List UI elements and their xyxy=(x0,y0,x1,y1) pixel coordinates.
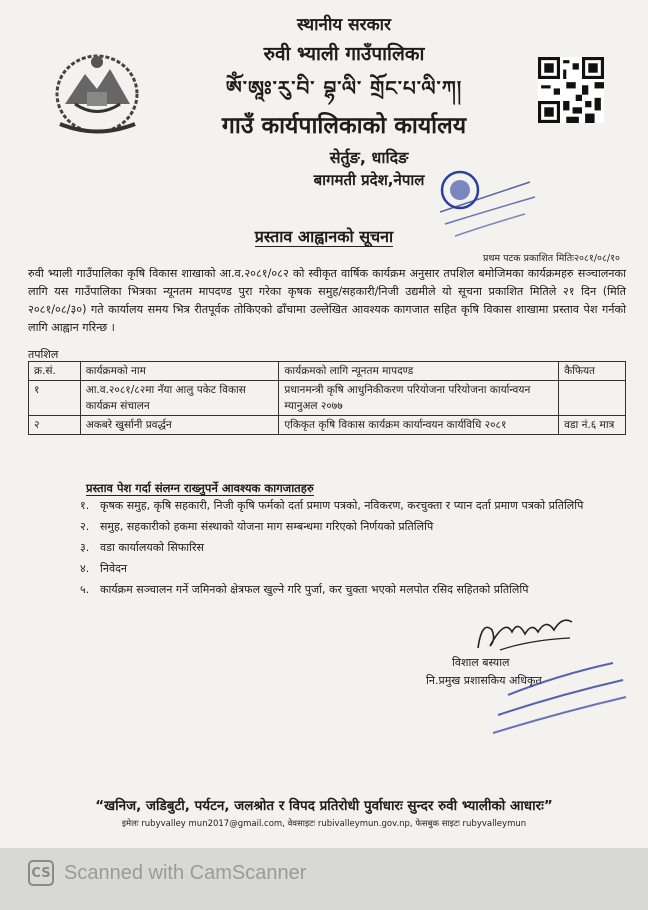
cell-remarks xyxy=(559,381,626,416)
list-item-number: २. xyxy=(80,520,90,533)
details-label: तपशिल xyxy=(28,348,59,361)
cell-serial: १ xyxy=(29,381,81,416)
list-item-text: वडा कार्यालयको सिफारिस xyxy=(100,541,204,554)
required-documents-heading: प्रस्ताव पेश गर्दा संलग्न राख्नुपर्ने आवश्यक कागजातहरु xyxy=(86,481,314,495)
header-tibetan-name: ༀ་ཨཱཿ་རུ་བི་ བྷ་ལི་ གྲོང་པ་ལི་ཀ། xyxy=(225,76,463,100)
camscanner-logo: CS xyxy=(28,860,54,886)
list-item xyxy=(80,518,626,536)
cell-criteria: प्रधानमन्त्री कृषि आधुनिकीकरण परियोजना परियोजना कार्यान्वयन म्यानुअल २०७७ xyxy=(279,381,559,416)
table-row xyxy=(29,381,626,416)
cell-program-name: आ.व.२०८१/८२मा नँया आलु पकेट विकास कार्यक्रम संचालन xyxy=(80,381,279,416)
handwritten-signature xyxy=(470,610,580,655)
header-office-name: गाउँ कार्यपालिकाको कार्यालय xyxy=(221,113,467,139)
signatory-title: नि.प्रमुख प्रशासकिय अधिकृत xyxy=(426,674,542,687)
notice-body-paragraph: रुवी भ्याली गाउँपालिका कृषि विकास शाखाको आ.व.२०८१/०८२ को स्वीकृत वार्षिक कार्यक्रम अनुसार तपशिल बमोजिमका कार्यक्रमहरु सञ्चालनका लागि यस गाउँपालिका भित्रका न्यूनतम मापदण्ड पुरा गरेका कृषक समुह/सहकारी/निजी उद्यमीले यो सूचना प्रकाशित मितिले २१ दिन (मिति २०८१/०८/३०) गते कार्यालय समय भित्र रीतपूर्वक तोकिएको ढाँचामा उल्लेखित आवश्यक कागजात सहित कृषि विकास शाखामा प्रस्ताव पेश गर्नको लागि आह्वान गरिन्छ । xyxy=(28,267,626,334)
list-item xyxy=(80,560,626,578)
camscanner-watermark xyxy=(28,860,306,886)
column-header-serial: क्र.सं. xyxy=(29,362,81,381)
cell-program-name: अकबरे खुर्सानी प्रवर्द्धन xyxy=(80,416,279,435)
list-item-number: ४. xyxy=(80,562,90,575)
list-item xyxy=(80,539,626,557)
header-municipality-name: रुवी भ्याली गाउँपालिका xyxy=(263,43,425,65)
column-header-remarks: कैफियत xyxy=(559,362,626,381)
cell-serial: २ xyxy=(29,416,81,435)
table-header-row xyxy=(29,362,626,381)
list-item-text: कृषक समुह, कृषि सहकारी, निजी कृषि फर्मको दर्ता प्रमाण पत्रको, नविकरण, करचुक्ता र प्यान दर्ता प्रमाण पत्रको प्रतिलिपि xyxy=(100,499,584,512)
footer-contact-info: इमेलः rubyvalley mun2017@gmail.com, वेवसाइटः rubivalleymun.gov.np, फेसबुक साइटः rubyvalleymun xyxy=(121,819,527,829)
header-province: बागमती प्रदेश,नेपाल xyxy=(313,171,425,189)
column-header-criteria: कार्यक्रमको लागि न्यूनतम मापदण्ड xyxy=(279,362,559,381)
list-item-number: ५. xyxy=(80,583,90,596)
publish-date: प्रथम पटक प्रकाशित मितिः२०८१/०८/१० xyxy=(482,253,620,264)
cell-criteria: एकिकृत कृषि विकास कार्यक्रम कार्यान्वयन कार्यविधि २०८१ xyxy=(279,416,559,435)
list-item xyxy=(80,497,626,515)
footer-motto: “खनिज, जडिबुटी, पर्यटन, जलश्रोत र विपद प्रतिरोधी पुर्वाधारः सुन्दर रुवी भ्यालीको आधारः” xyxy=(95,798,553,814)
table-row xyxy=(29,416,626,435)
list-item xyxy=(80,581,626,599)
list-item-text: कार्यक्रम सञ्चालन गर्ने जमिनको क्षेत्रफल खुल्ने गरि पुर्जा, कर चुक्ता भएको मलपोत रसिद सहितको प्रतिलिपि xyxy=(100,583,529,596)
header-location: सेर्तुङ, धादिङ xyxy=(329,148,409,167)
column-header-program-name: कार्यक्रमको नाम xyxy=(80,362,279,381)
notice-title: प्रस्ताव आह्वानको सूचना xyxy=(254,227,394,246)
list-item-text: समुह, सहकारीको हकमा संस्थाको योजना माग सम्बन्धमा गरिएको निर्णयको प्रतिलिपि xyxy=(100,520,434,533)
signatory-name: विशाल बस्याल xyxy=(452,656,510,669)
signatory-stamp xyxy=(488,655,628,735)
list-item-number: १. xyxy=(80,499,90,512)
list-item-text: निवेदन xyxy=(100,562,128,575)
camscanner-text: Scanned with CamScanner xyxy=(64,861,307,884)
list-item-number: ३. xyxy=(80,541,90,554)
cell-remarks: वडा नं.६ मात्र xyxy=(559,416,626,435)
required-documents-list xyxy=(80,497,626,602)
header-line-local-government: स्थानीय सरकार xyxy=(296,15,391,35)
programs-table xyxy=(28,361,626,435)
